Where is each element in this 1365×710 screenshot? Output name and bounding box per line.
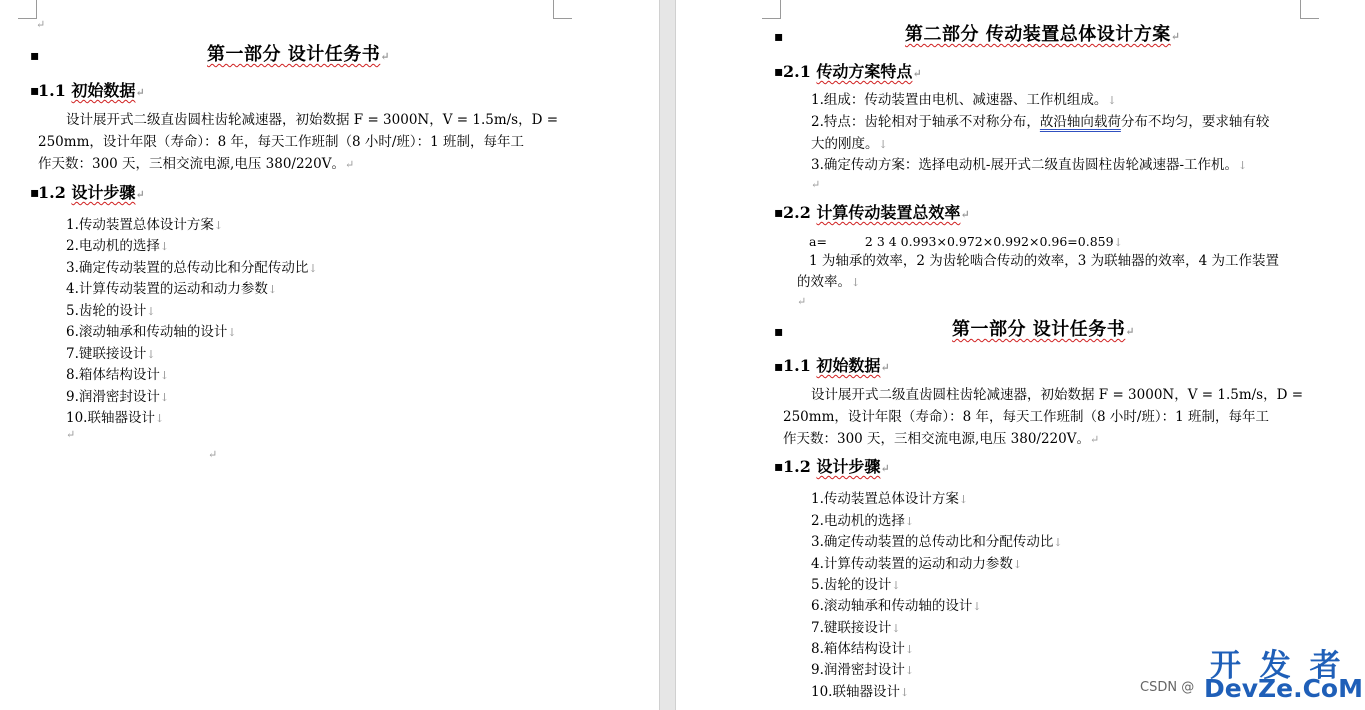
paragraph-mark: ↵ [208, 448, 218, 461]
paragraph-mark: ↵ [36, 18, 46, 31]
list-item[interactable]: 6.滚动轴承和传动轴的设计↓ [811, 598, 982, 614]
list-item[interactable]: 9.润滑密封设计↓ [66, 389, 170, 405]
section-heading-1-1[interactable]: 1.1 初始数据↵ [38, 81, 145, 100]
page-corner-mark [762, 0, 781, 19]
body-line[interactable]: 250mm，设计年限（寿命）：8 年，每天工作班制（8 小时/班）：1 班制，每年工 [783, 409, 1270, 425]
heading-bullet: ▪ [774, 205, 784, 221]
list-item[interactable]: 7.键联接设计↓ [811, 620, 901, 636]
body-line[interactable]: 的效率。↓ [797, 274, 861, 290]
list-item[interactable]: 2.电动机的选择↓ [66, 238, 170, 254]
list-item[interactable]: 5.齿轮的设计↓ [66, 303, 156, 319]
body-line[interactable]: 设计展开式二级直齿圆柱齿轮减速器，初始数据 F = 3000N，V = 1.5m/s，D = [811, 387, 1304, 403]
heading-bullet: ▪ [30, 83, 40, 99]
list-item[interactable]: 4.计算传动装置的运动和动力参数↓ [66, 281, 278, 297]
paragraph-mark: ↵ [66, 428, 76, 441]
body-line[interactable]: 2.特点：齿轮相对于轴承不对称分布，故沿轴向载荷分布不均匀，要求轴有较 [811, 114, 1270, 130]
document-page-right [676, 0, 1365, 710]
page-corner-mark [18, 0, 37, 19]
heading-bullet: ▪ [774, 324, 784, 340]
paragraph-mark: ↵ [797, 295, 807, 308]
doc-title[interactable]: 第一部分 设计任务书↵ [207, 44, 390, 65]
list-item[interactable]: 7.键联接设计↓ [66, 346, 156, 362]
section-heading-1-2-repeat[interactable]: 1.2 设计步骤↵ [783, 457, 890, 476]
list-item[interactable]: 8.箱体结构设计↓ [66, 367, 170, 383]
list-item[interactable]: 4.计算传动装置的运动和动力参数↓ [811, 556, 1023, 572]
list-item[interactable]: 3.确定传动装置的总传动比和分配传动比↓ [811, 534, 1063, 550]
watermark-csdn-text: CSDN @ [1140, 680, 1195, 695]
body-line[interactable]: 1 为轴承的效率，2 为齿轮啮合传动的效率，3 为联轴器的效率，4 为工作装置 [809, 253, 1280, 269]
doc-title-part2[interactable]: 第二部分 传动装置总体设计方案↵ [905, 24, 1181, 45]
body-line[interactable]: 3.确定传动方案：选择电动机-展开式二级直齿圆柱齿轮减速器-工作机。↓ [811, 157, 1248, 173]
section-heading-2-1[interactable]: 2.1 传动方案特点↵ [783, 62, 922, 81]
list-item[interactable]: 8.箱体结构设计↓ [811, 641, 915, 657]
body-line[interactable]: 1.组成：传动装置由电机、减速器、工作机组成。↓ [811, 92, 1117, 108]
section-heading-1-1-repeat[interactable]: 1.1 初始数据↵ [783, 356, 890, 375]
heading-bullet: ▪ [774, 359, 784, 375]
watermark-en-text: DevZe.CoM [1204, 674, 1363, 703]
body-line[interactable]: 作天数：300 天，三相交流电源,电压 380/220V。↵ [783, 431, 1100, 447]
list-item[interactable]: 3.确定传动装置的总传动比和分配传动比↓ [66, 260, 318, 276]
paragraph-mark: ↵ [811, 178, 821, 191]
list-item[interactable]: 10.联轴器设计↓ [811, 684, 910, 700]
body-line[interactable]: 大的刚度。↓ [811, 136, 888, 152]
efficiency-formula[interactable]: a= 2 3 4 0.993×0.972×0.992×0.96=0.859↓ [809, 234, 1123, 249]
heading-bullet: ▪ [30, 185, 40, 201]
heading-bullet: ▪ [774, 64, 784, 80]
page-corner-mark [553, 0, 572, 19]
page-gutter [659, 0, 676, 710]
section-heading-2-2[interactable]: 2.2 计算传动装置总效率↵ [783, 203, 970, 222]
list-item[interactable]: 1.传动装置总体设计方案↓ [811, 491, 969, 507]
list-item[interactable]: 10.联轴器设计↓ [66, 410, 165, 426]
body-line[interactable]: 设计展开式二级直齿圆柱齿轮减速器，初始数据 F = 3000N，V = 1.5m/s，D = [66, 112, 559, 128]
list-item[interactable]: 6.滚动轴承和传动轴的设计↓ [66, 324, 237, 340]
list-item[interactable]: 2.电动机的选择↓ [811, 513, 915, 529]
body-line[interactable]: 250mm，设计年限（寿命）：8 年，每天工作班制（8 小时/班）：1 班制，每年工 [38, 134, 525, 150]
heading-bullet: ▪ [774, 459, 784, 475]
doc-title-repeat[interactable]: 第一部分 设计任务书↵ [952, 319, 1135, 340]
section-heading-1-2[interactable]: 1.2 设计步骤↵ [38, 183, 145, 202]
document-page-left [0, 0, 659, 710]
body-line[interactable]: 作天数：300 天，三相交流电源,电压 380/220V。↵ [38, 156, 355, 172]
list-item[interactable]: 9.润滑密封设计↓ [811, 662, 915, 678]
page-corner-mark [1300, 0, 1319, 19]
watermark-cn-text: 开 发 者 [1210, 648, 1345, 684]
site-watermark [1140, 640, 1363, 708]
list-item[interactable]: 5.齿轮的设计↓ [811, 577, 901, 593]
list-item[interactable]: 1.传动装置总体设计方案↓ [66, 217, 224, 233]
heading-bullet: ▪ [30, 48, 40, 64]
heading-bullet: ▪ [774, 29, 784, 45]
